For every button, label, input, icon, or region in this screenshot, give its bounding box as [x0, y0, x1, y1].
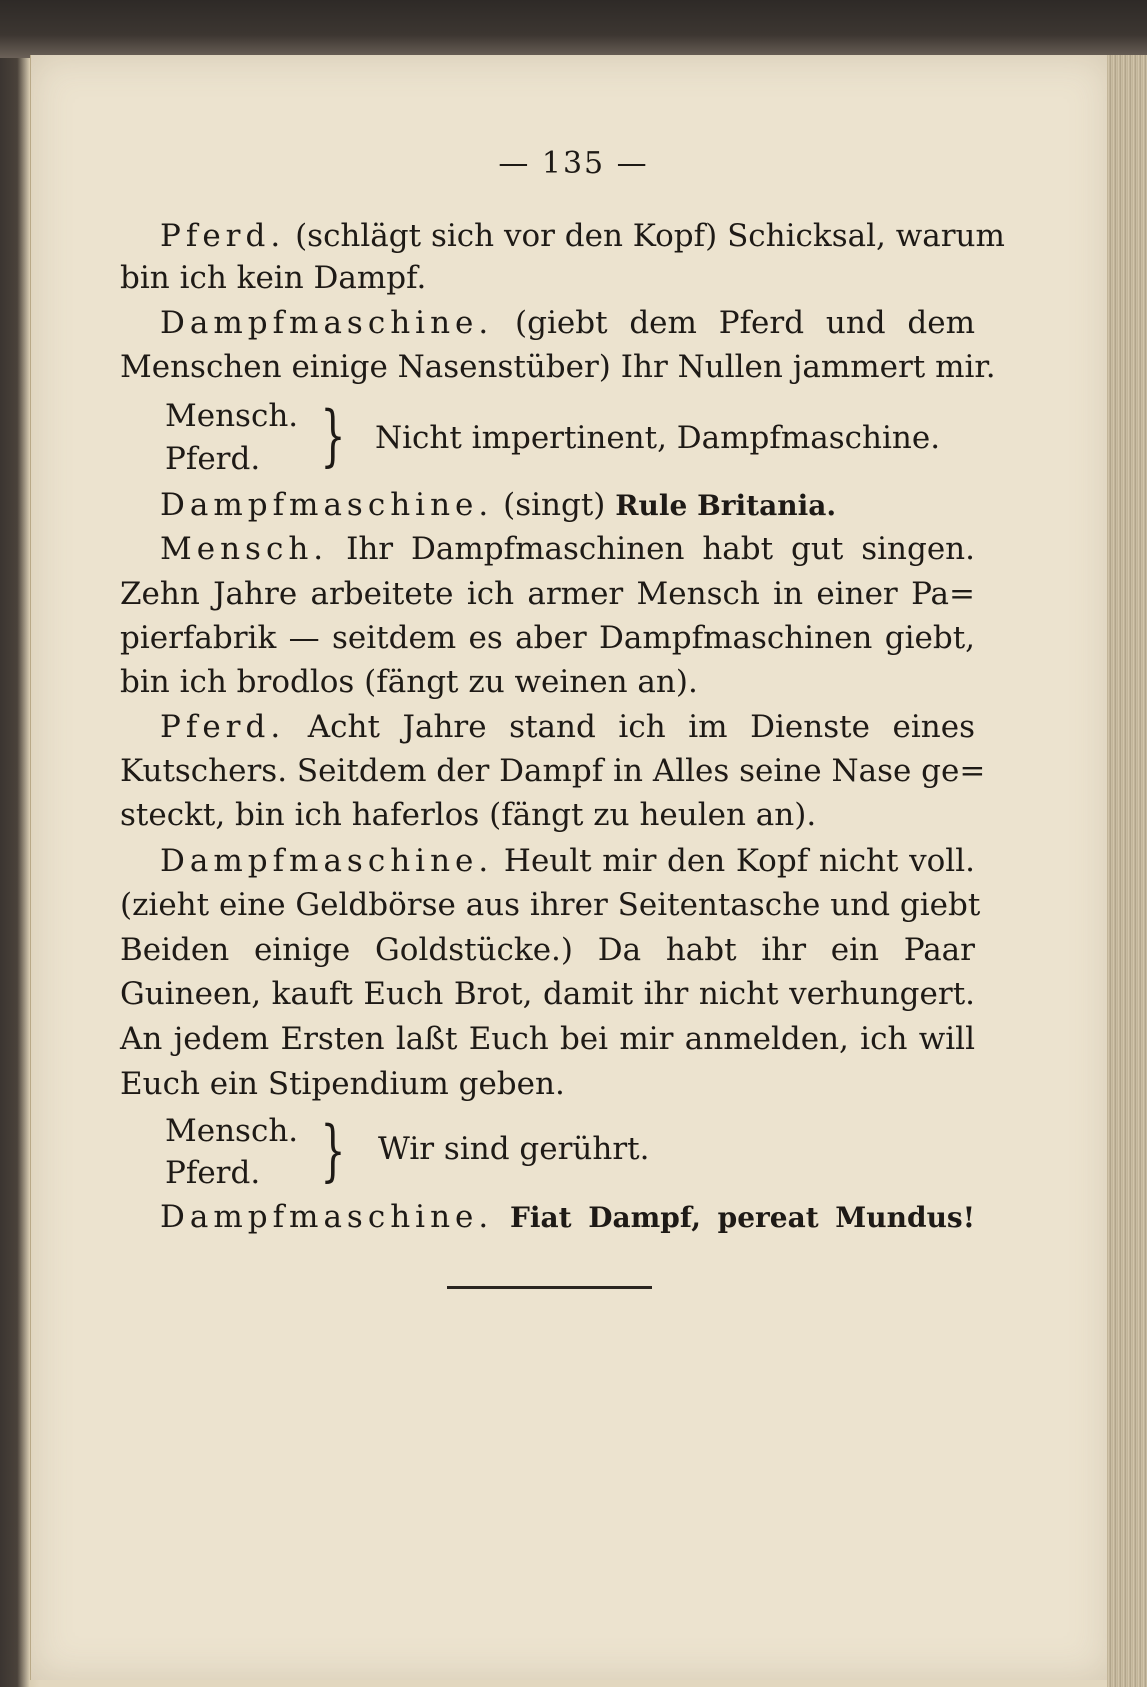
line-text: Acht Jahre stand ich im Dienste eines [307, 709, 975, 745]
line-text: pierfabrik — seitdem es aber Dampfmaschinen giebt, [120, 620, 975, 656]
line-text: steckt, bin ich haferlos (fängt zu heulen an). [120, 797, 817, 833]
speaker-name: Mensch. [165, 398, 299, 434]
line-text: Nicht impertinent, Dampfmaschine. [375, 420, 941, 456]
text-line [160, 840, 975, 882]
line-text: Wir sind gerührt. [378, 1131, 650, 1167]
closing-phrase: Fiat Dampf, pereat Mundus! [509, 1201, 975, 1234]
line-text: Kutschers. Seitdem der Dampf in Alles seine Nase ge= [120, 753, 986, 789]
speaker-name: Mensch. [165, 1113, 299, 1149]
text-line [120, 884, 981, 926]
line-text: Zehn Jahre arbeitete ich armer Mensch in einer Pa= [120, 576, 975, 612]
text-line [120, 973, 975, 1015]
line-text: An jedem Ersten laßt Euch bei mir anmelden, ich will [120, 1021, 975, 1057]
end-rule-divider [447, 1286, 652, 1289]
text-line [160, 528, 975, 570]
text-line [120, 794, 975, 836]
line-text: Guineen, kauft Euch Brot, damit ihr nicht verhungert. [120, 976, 975, 1012]
line-text: Menschen einige Nasenstüber) Ihr Nullen jammert mir. [120, 349, 996, 385]
text-line [120, 661, 975, 703]
text-line [120, 573, 975, 615]
speaker-name: Pferd. [165, 441, 261, 477]
speaker-name: Dampfmaschine. [160, 305, 494, 341]
text-line [120, 929, 975, 971]
text-line [120, 257, 975, 299]
text-line [120, 1063, 975, 1105]
speaker-name: Pferd. [160, 709, 286, 745]
line-text: (zieht eine Geldbörse aus ihrer Seitentasche und giebt [120, 887, 981, 923]
line-text: bin ich kein Dampf. [120, 260, 427, 296]
brace-symbol: } [320, 397, 346, 474]
text-line [160, 215, 1005, 257]
page-stack-edge [1107, 55, 1147, 1687]
line-text: Heult mir den Kopf nicht voll. [503, 843, 975, 879]
line-text: (schlägt sich vor den Kopf) Schicksal, warum [295, 218, 1005, 254]
brace-symbol: } [320, 1112, 346, 1189]
speaker-name: Dampfmaschine. [160, 1199, 494, 1235]
speaker-name: Pferd. [165, 1155, 261, 1191]
speaker-name: Mensch. [160, 531, 329, 567]
speaker-name: Dampfmaschine. [160, 843, 494, 879]
text-line [160, 706, 975, 748]
speaker-name: Dampfmaschine. [160, 487, 494, 523]
text-line [120, 1018, 975, 1060]
text-line [120, 617, 975, 659]
text-line [120, 750, 986, 792]
text-line [120, 346, 996, 388]
line-text: (giebt dem Pferd und dem [515, 305, 975, 341]
song-title: Rule Britania. [615, 489, 837, 522]
book-top-edge [0, 0, 1147, 58]
speaker-name: Pferd. [160, 218, 286, 254]
text-line [160, 1196, 975, 1238]
line-text: Beiden einige Goldstücke.) Da habt ihr ein Paar [120, 932, 975, 968]
text-line [160, 484, 1015, 526]
line-text: (singt) [503, 487, 606, 523]
line-text: Euch ein Stipendium geben. [120, 1066, 565, 1102]
page-number: — 135 — [498, 146, 649, 181]
line-text: Ihr Dampfmaschinen habt gut singen. [346, 531, 975, 567]
text-line [160, 302, 975, 344]
line-text: bin ich brodlos (fängt zu weinen an). [120, 664, 698, 700]
